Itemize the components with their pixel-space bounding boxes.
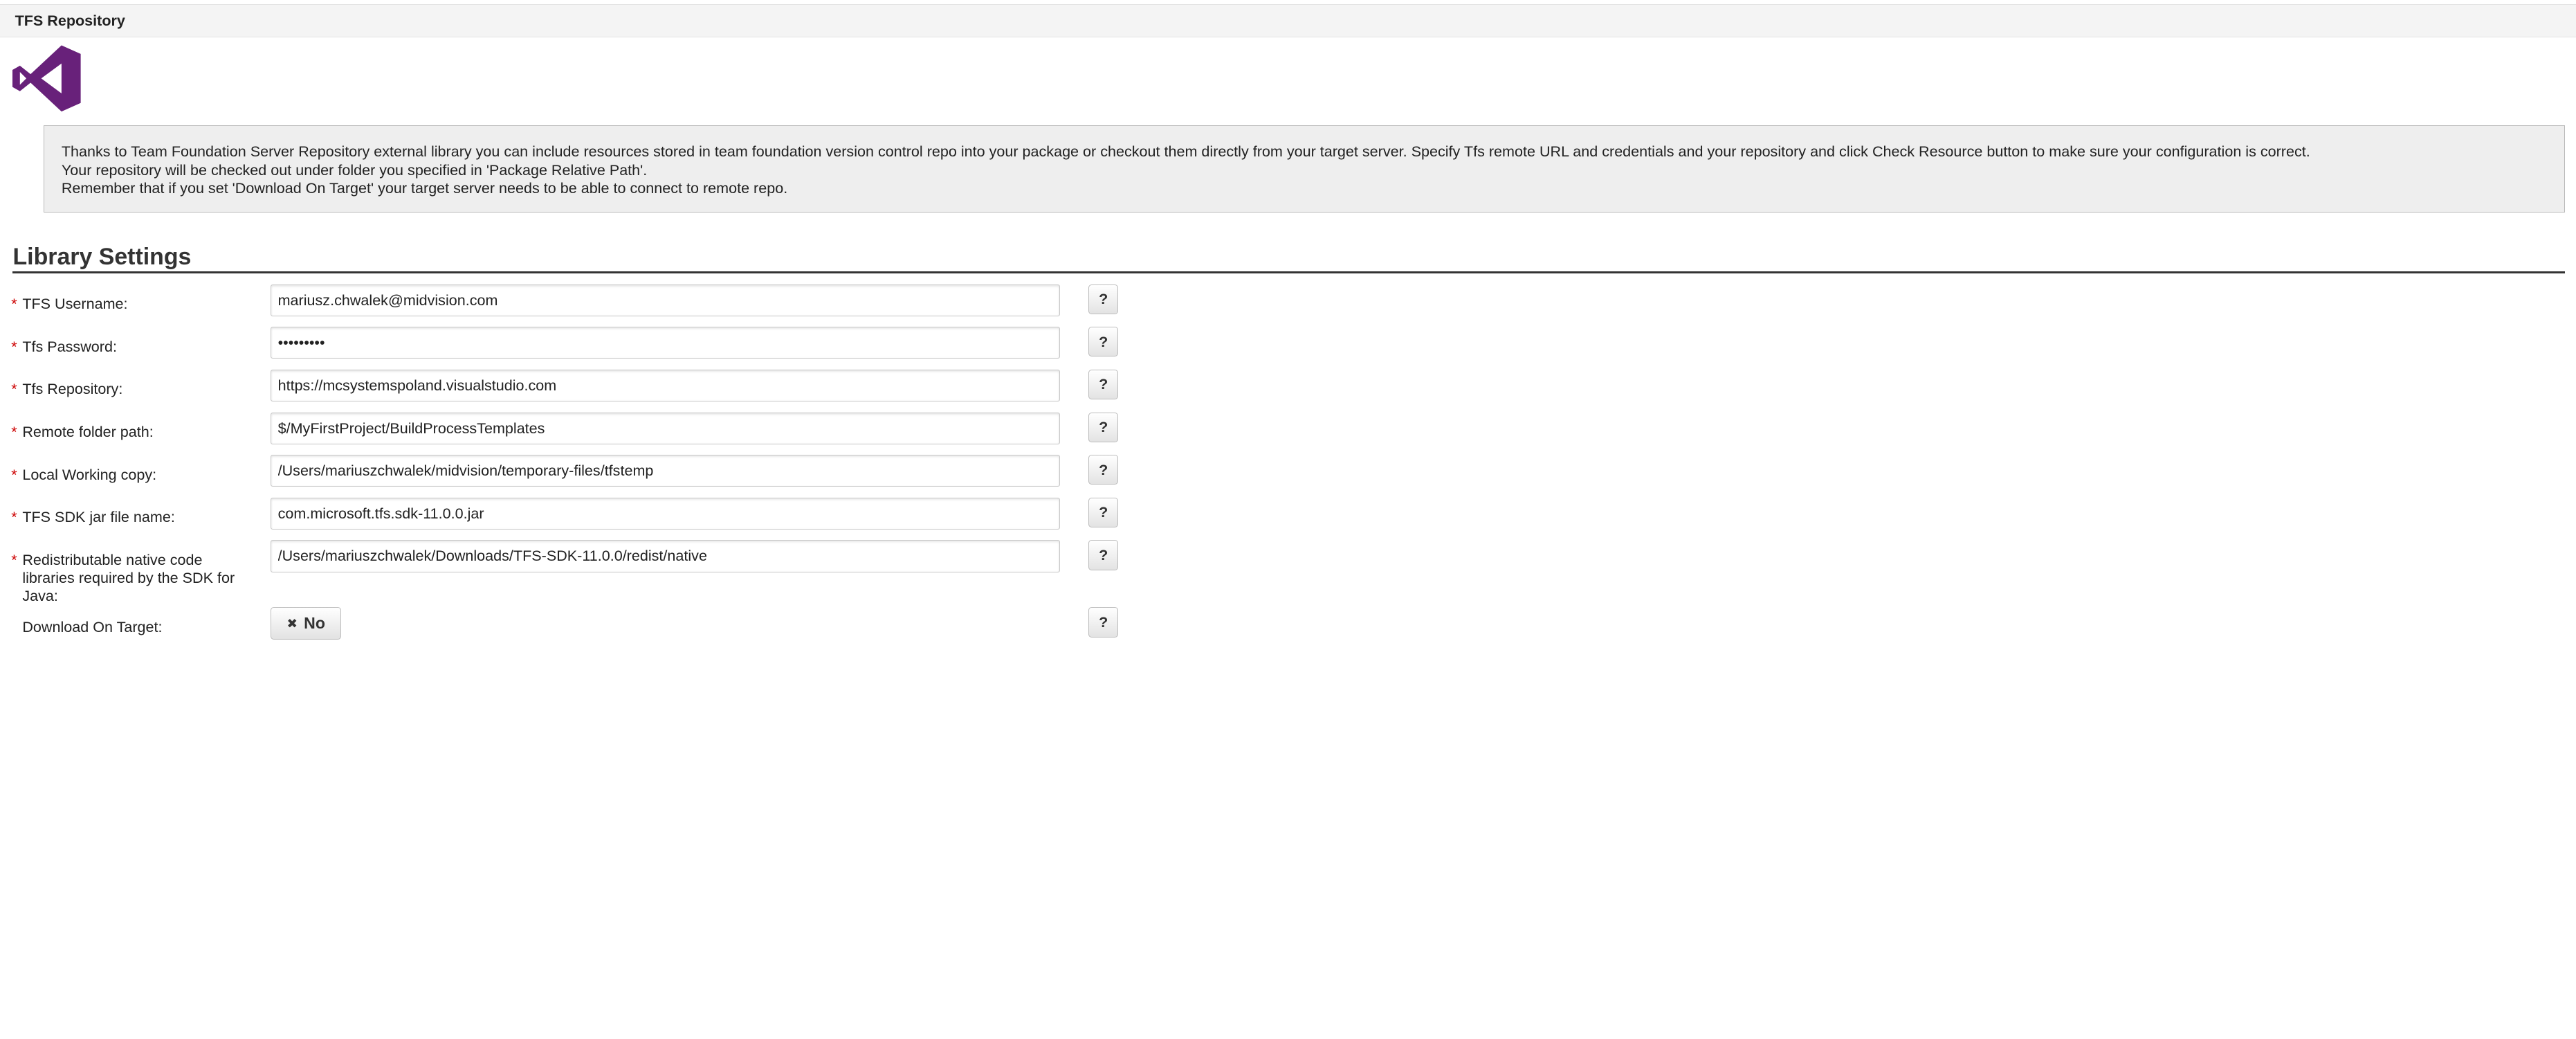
help-button[interactable]: ? <box>1088 327 1118 356</box>
field-label: Redistributable native code libraries required by the SDK for Java: <box>22 550 235 605</box>
field-row-native-libraries <box>0 545 2576 616</box>
info-line: Thanks to Team Foundation Server Repository external library you can include resources stored in team foundation version control repo into your package or checkout them directly from your target server. Specify Tfs remote URL and credentials and your repository and click Check Resource button to make sure your configuration is correct. <box>61 143 2310 161</box>
x-icon: ✖ <box>286 615 298 631</box>
field-label: Tfs Password: <box>22 337 117 355</box>
required-mark: * <box>11 295 17 313</box>
field-row-download-on-target <box>0 613 2576 659</box>
panel-header <box>0 4 2576 37</box>
toggle-label: No <box>304 614 325 633</box>
field-label: Tfs Repository: <box>22 380 123 398</box>
help-button[interactable]: ? <box>1088 413 1118 442</box>
help-button[interactable]: ? <box>1088 370 1118 399</box>
field-label: Download On Target: <box>22 617 163 635</box>
info-line: Remember that if you set 'Download On Target' your target server needs to be able to connect to remote repo. <box>61 179 788 197</box>
help-button[interactable]: ? <box>1088 284 1118 314</box>
help-button[interactable]: ? <box>1088 607 1118 637</box>
panel-title: TFS Repository <box>15 12 125 30</box>
tfs-password-input[interactable] <box>271 327 1059 359</box>
required-mark: * <box>11 508 17 526</box>
local-working-copy-input[interactable] <box>271 455 1059 487</box>
visual-studio-logo-icon <box>12 44 81 113</box>
required-mark: * <box>11 465 17 483</box>
sdk-jar-file-name-input[interactable] <box>271 498 1059 530</box>
page <box>0 4 2576 1039</box>
tfs-username-input[interactable] <box>271 284 1059 316</box>
field-label: Local Working copy: <box>22 465 157 483</box>
info-line: Your repository will be checked out under folder you specified in 'Package Relative Path'. <box>61 161 648 179</box>
required-mark: * <box>11 380 17 398</box>
native-libraries-input[interactable] <box>271 540 1059 572</box>
required-mark: * <box>11 422 17 440</box>
help-button[interactable]: ? <box>1088 498 1118 527</box>
field-label: TFS Username: <box>22 295 128 313</box>
help-button[interactable]: ? <box>1088 455 1118 485</box>
tfs-repository-input[interactable] <box>271 370 1059 401</box>
info-box <box>44 125 2565 213</box>
remote-folder-path-input[interactable] <box>271 413 1059 444</box>
section-title: Library Settings <box>12 243 2565 274</box>
help-button[interactable]: ? <box>1088 540 1118 570</box>
field-label: TFS SDK jar file name: <box>22 508 175 526</box>
logo-container <box>0 37 2576 114</box>
download-on-target-toggle[interactable] <box>271 607 341 639</box>
field-label: Remote folder path: <box>22 422 154 440</box>
required-mark: * <box>11 550 17 568</box>
required-mark: * <box>11 337 17 355</box>
settings-form <box>0 290 2576 658</box>
